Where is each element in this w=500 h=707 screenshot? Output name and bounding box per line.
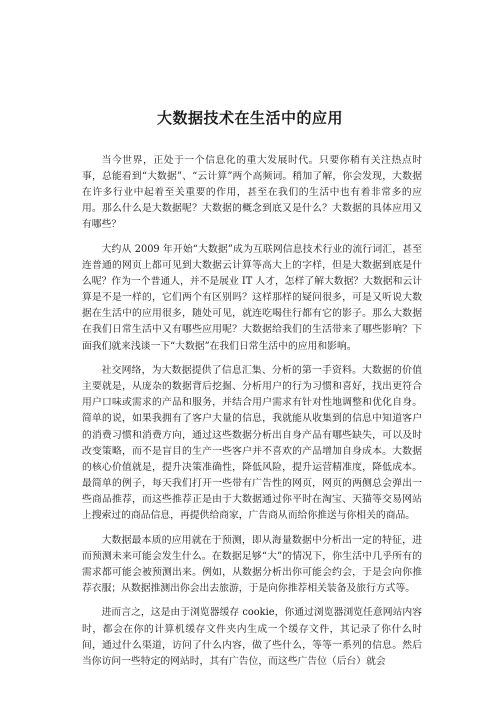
paragraph: 社交网络，为大数据提供了信息汇集、分析的第一手资料。大数据的价值主要就是，从庞杂的数据背后挖掘、分析用户的行为习惯和喜好，找出更符合用户口味或需求的产品和服务，并结合用户需求有针对性地调整和优化自身。简单的说，如果我拥有了客户大量的信息，我就能从收集到的信息中知道客户的消费习惯和消费方向，通过这些数据分析出自身产品有哪些缺失，可以及时改变策略，而不是盲目的生产一些客户并不喜欢的产品增加自身成本。大数据的核心价值就是，提升决策准确性，降低风险，提升运营精准度，降低成本。最简单的例子，每天我们打开一些带有广告性的网页，网页的两侧总会弹出一些商品推荐，而这些推荐正是由于大数据通过你平时在淘宝、天猫等交易网站上搜索过的商品信息，再提供给商家，广告商从而给你推送与你相关的商品。 [82, 365, 422, 521]
paragraph: 当今世界，正处于一个信息化的重大发展时代。只要你稍有关注热点时事，总能看到“大数据”、“云计算”两个高频词。稍加了解，你会发现，大数据在许多行业中起着至关重要的作用，甚至在我们的生活中也有着非常多的应用。那么什么是大数据呢？大数据的概念到底又是什么？大数据的具体应用又有哪些？ [82, 155, 422, 231]
document-body [82, 153, 422, 678]
paragraph: 大数据最本质的应用就在于预测，即从海量数据中分析出一定的特征，进而预测未来可能会发生什么。在数据足够“大”的情况下，你生活中几乎所有的需求都可能会被预测出来。例如，从数据分析出你可能会约会，于是会向你推荐衣服；从数据推测出你会出去旅游，于是向你推荐相关装备及旅行方式等。 [82, 534, 422, 594]
paragraph: 进而言之，这是由于浏览器缓存 cookie，你通过浏览器浏览任意网站内容时，都会在你的计算机缓存文件夹内生成一个缓存文件，其记录了你什么时间，通过什么渠道，访问了什么内容，做了些什么，等等一系列的信息。然后当你访问一些特定的网站时，其有广告位，而这些广告位（后台）就会 [82, 607, 422, 667]
paragraph: 大约从 2009 年开始“大数据”成为互联网信息技术行业的流行词汇，甚至连普通的网页上都可见到大数据云计算等高大上的字样，但是大数据到底是什么呢？作为一个普通人，并不是展业 IT 人才，怎样了解大数据？大数据和云计算是不是一样的，它们两个有区别吗？这样那样的疑问很多，可是又听说大数据在生活中的应用很多，随处可见，就连吃喝住行都有它的影子。那么大数据在我们日常生活中又有哪些应用呢？大数据给我们的生活带来了哪些影响？下面我们就来浅谈一下“大数据”在我们日常生活中的应用和影响。 [82, 243, 422, 352]
document-title: 大数据技术在生活中的应用 [156, 109, 343, 127]
